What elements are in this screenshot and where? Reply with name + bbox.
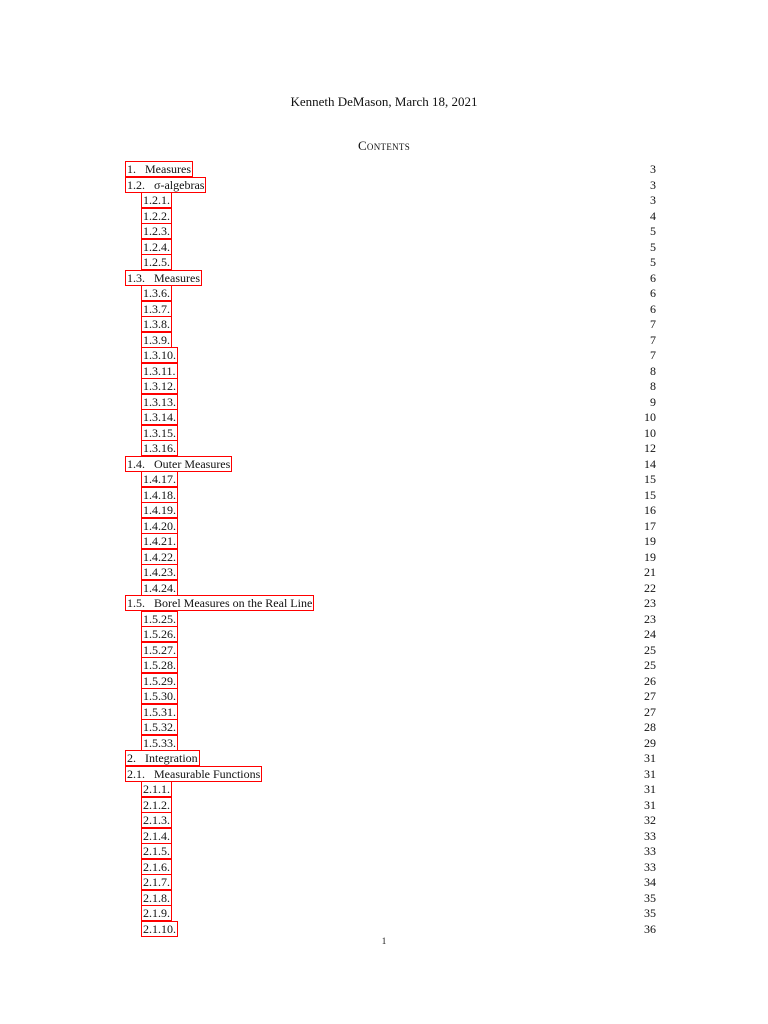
toc-entry bbox=[126, 488, 656, 504]
toc-entry bbox=[126, 364, 656, 380]
toc-entry bbox=[126, 906, 656, 922]
toc-entry bbox=[126, 596, 656, 612]
toc-entry bbox=[126, 519, 656, 535]
toc-entry bbox=[126, 612, 656, 628]
toc-page-number: 15 bbox=[644, 472, 656, 486]
toc-entry bbox=[126, 348, 656, 364]
toc-page-number: 29 bbox=[644, 735, 656, 750]
toc-link[interactable]: 1.5.32. bbox=[143, 720, 176, 734]
toc-page-number: 19 bbox=[644, 534, 656, 548]
toc-entry bbox=[126, 472, 656, 488]
toc-page-number: 23 bbox=[644, 611, 656, 626]
toc-entry bbox=[126, 379, 656, 395]
toc-page-number: 5 bbox=[650, 239, 656, 254]
toc-page-number: 24 bbox=[644, 627, 656, 641]
toc-link[interactable]: 1.5. Borel Measures on the Real Line bbox=[127, 596, 313, 610]
table-of-contents bbox=[126, 162, 656, 937]
toc-link[interactable]: 1.3.10. bbox=[143, 348, 176, 362]
toc-entry bbox=[126, 643, 656, 659]
toc-link[interactable]: 1.3. Measures bbox=[127, 270, 200, 285]
toc-entry bbox=[126, 751, 656, 767]
toc-entry bbox=[126, 844, 656, 860]
page-number: 1 bbox=[381, 936, 387, 946]
toc-page-number: 35 bbox=[644, 906, 656, 920]
toc-page-number: 3 bbox=[650, 162, 656, 176]
toc-page-number: 14 bbox=[644, 456, 656, 471]
toc-link[interactable]: 2. Integration bbox=[127, 751, 198, 765]
toc-link[interactable]: 1.5.28. bbox=[143, 658, 176, 672]
toc-link[interactable]: 2.1.9. bbox=[143, 906, 170, 920]
toc-page-number: 7 bbox=[650, 348, 656, 362]
toc-page-number: 32 bbox=[644, 813, 656, 827]
toc-entry bbox=[126, 193, 656, 209]
toc-page-number: 6 bbox=[650, 301, 656, 316]
toc-entry bbox=[126, 860, 656, 876]
toc-link[interactable]: 1.3.12. bbox=[143, 379, 176, 393]
toc-entry bbox=[126, 674, 656, 690]
toc-entry bbox=[126, 829, 656, 845]
toc-link[interactable]: 1.2.2. bbox=[143, 208, 170, 223]
toc-entry bbox=[126, 503, 656, 519]
toc-entry bbox=[126, 875, 656, 891]
toc-entry bbox=[126, 410, 656, 426]
toc-link[interactable]: 2.1. Measurable Functions bbox=[127, 766, 261, 781]
toc-entry bbox=[126, 767, 656, 783]
toc-page-number: 10 bbox=[644, 410, 656, 424]
toc-link[interactable]: 1.2.4. bbox=[143, 239, 170, 254]
toc-entry bbox=[126, 798, 656, 814]
toc-entry bbox=[126, 162, 656, 178]
toc-entry bbox=[126, 550, 656, 566]
toc-entry bbox=[126, 395, 656, 411]
toc-link[interactable]: 1.3.13. bbox=[143, 394, 176, 409]
toc-page-number: 36 bbox=[644, 921, 656, 936]
toc-page-number: 23 bbox=[644, 596, 656, 610]
toc-entry bbox=[126, 689, 656, 705]
toc-link[interactable]: 1.4.19. bbox=[143, 503, 176, 517]
toc-page-number: 34 bbox=[644, 875, 656, 889]
toc-link[interactable]: 1.4.20. bbox=[143, 518, 176, 533]
toc-page-number: 10 bbox=[644, 425, 656, 440]
toc-entry bbox=[126, 271, 656, 287]
toc-link[interactable]: 1.5.26. bbox=[143, 627, 176, 641]
toc-page-number: 21 bbox=[644, 565, 656, 579]
toc-page-number: 31 bbox=[644, 797, 656, 812]
toc-entry bbox=[126, 658, 656, 674]
toc-link[interactable]: 1.5.29. bbox=[143, 673, 176, 688]
toc-entry bbox=[126, 178, 656, 194]
toc-entry bbox=[126, 565, 656, 581]
toc-entry bbox=[126, 333, 656, 349]
toc-page-number: 19 bbox=[644, 549, 656, 564]
toc-page-number: 5 bbox=[650, 224, 656, 238]
toc-entry bbox=[126, 426, 656, 442]
toc-entry bbox=[126, 813, 656, 829]
toc-entry bbox=[126, 720, 656, 736]
toc-entry bbox=[126, 891, 656, 907]
toc-entry bbox=[126, 286, 656, 302]
toc-page-number: 6 bbox=[650, 270, 656, 285]
toc-link[interactable]: 2.1.4. bbox=[143, 828, 170, 843]
toc-link[interactable]: 1.4.23. bbox=[143, 565, 176, 579]
toc-page-number: 9 bbox=[650, 394, 656, 409]
toc-page-number: 3 bbox=[650, 177, 656, 192]
toc-entry bbox=[126, 441, 656, 457]
toc-link[interactable]: 1.4.24. bbox=[143, 580, 176, 595]
toc-page-number: 3 bbox=[650, 193, 656, 207]
toc-entry bbox=[126, 581, 656, 597]
toc-link[interactable]: 1.4.22. bbox=[143, 549, 176, 564]
toc-page-number: 8 bbox=[650, 379, 656, 393]
toc-entry bbox=[126, 736, 656, 752]
toc-entry bbox=[126, 457, 656, 473]
toc-link[interactable]: 1.2.1. bbox=[143, 193, 170, 207]
toc-link[interactable]: 1.3.14. bbox=[143, 410, 176, 424]
toc-page-number: 33 bbox=[644, 859, 656, 874]
toc-entry bbox=[126, 209, 656, 225]
toc-link[interactable]: 1.5.31. bbox=[143, 704, 176, 719]
toc-link[interactable]: 2.1.8. bbox=[143, 890, 170, 905]
toc-page-number: 15 bbox=[644, 487, 656, 502]
toc-link[interactable]: 1.5.30. bbox=[143, 689, 176, 703]
toc-page-number: 25 bbox=[644, 658, 656, 672]
toc-link[interactable]: 1.2.5. bbox=[143, 255, 170, 269]
toc-link[interactable]: 1.3.6. bbox=[143, 286, 170, 300]
toc-link[interactable]: 1.4.17. bbox=[143, 472, 176, 486]
toc-entry bbox=[126, 240, 656, 256]
toc-link[interactable]: 1. Measures bbox=[127, 162, 191, 176]
toc-page-number: 12 bbox=[644, 441, 656, 455]
toc-link[interactable]: 1.5.33. bbox=[143, 735, 176, 750]
toc-link[interactable]: 1.2. σ-algebras bbox=[127, 177, 205, 192]
toc-link[interactable]: 1.4.18. bbox=[143, 487, 176, 502]
toc-entry bbox=[126, 255, 656, 271]
toc-link[interactable]: 1.3.7. bbox=[143, 301, 170, 316]
toc-link[interactable]: 1.3.16. bbox=[143, 441, 176, 455]
toc-entry bbox=[126, 922, 656, 938]
toc-link[interactable]: 2.1.6. bbox=[143, 859, 170, 874]
toc-page-number: 26 bbox=[644, 673, 656, 688]
toc-link[interactable]: 1.3.8. bbox=[143, 317, 170, 331]
toc-entry bbox=[126, 627, 656, 643]
toc-page-number: 17 bbox=[644, 518, 656, 533]
toc-page-number: 4 bbox=[650, 208, 656, 223]
toc-page-number: 31 bbox=[644, 766, 656, 781]
toc-page-number: 6 bbox=[650, 286, 656, 300]
toc-link[interactable]: 2.1.1. bbox=[143, 782, 170, 796]
toc-page-number: 33 bbox=[644, 844, 656, 858]
toc-page-number: 5 bbox=[650, 255, 656, 269]
page-header: Kenneth DeMason, March 18, 2021 bbox=[290, 94, 478, 109]
toc-entry bbox=[126, 705, 656, 721]
toc-link[interactable]: 1.3.15. bbox=[143, 425, 176, 440]
toc-page-number: 8 bbox=[650, 363, 656, 378]
toc-entry bbox=[126, 782, 656, 798]
toc-link[interactable]: 1.5.25. bbox=[143, 611, 176, 626]
toc-link[interactable]: 2.1.5. bbox=[143, 844, 170, 858]
toc-page-number: 16 bbox=[644, 503, 656, 517]
toc-page-number: 25 bbox=[644, 642, 656, 657]
toc-link[interactable]: 2.1.2. bbox=[143, 797, 170, 812]
toc-link[interactable]: 1.4. Outer Measures bbox=[127, 456, 231, 471]
toc-page-number: 7 bbox=[650, 332, 656, 347]
toc-page-number: 28 bbox=[644, 720, 656, 734]
toc-page-number: 27 bbox=[644, 704, 656, 719]
toc-link[interactable]: 2.1.3. bbox=[143, 813, 170, 827]
toc-page-number: 31 bbox=[644, 782, 656, 796]
toc-page-number: 27 bbox=[644, 689, 656, 703]
toc-page-number: 7 bbox=[650, 317, 656, 331]
toc-page-number: 22 bbox=[644, 580, 656, 595]
toc-entry bbox=[126, 534, 656, 550]
toc-entry bbox=[126, 317, 656, 333]
toc-page-number: 31 bbox=[644, 751, 656, 765]
toc-link[interactable]: 2.1.7. bbox=[143, 875, 170, 889]
toc-link[interactable]: 2.1.10. bbox=[143, 921, 176, 936]
toc-link[interactable]: 1.2.3. bbox=[143, 224, 170, 238]
toc-link[interactable]: 1.5.27. bbox=[143, 642, 176, 657]
toc-entry bbox=[126, 302, 656, 318]
toc-page-number: 33 bbox=[644, 828, 656, 843]
toc-link[interactable]: 1.3.11. bbox=[143, 363, 176, 378]
toc-page-number: 35 bbox=[644, 890, 656, 905]
toc-link[interactable]: 1.3.9. bbox=[143, 332, 170, 347]
contents-title: Contents bbox=[357, 138, 411, 153]
toc-entry bbox=[126, 224, 656, 240]
toc-link[interactable]: 1.4.21. bbox=[143, 534, 176, 548]
